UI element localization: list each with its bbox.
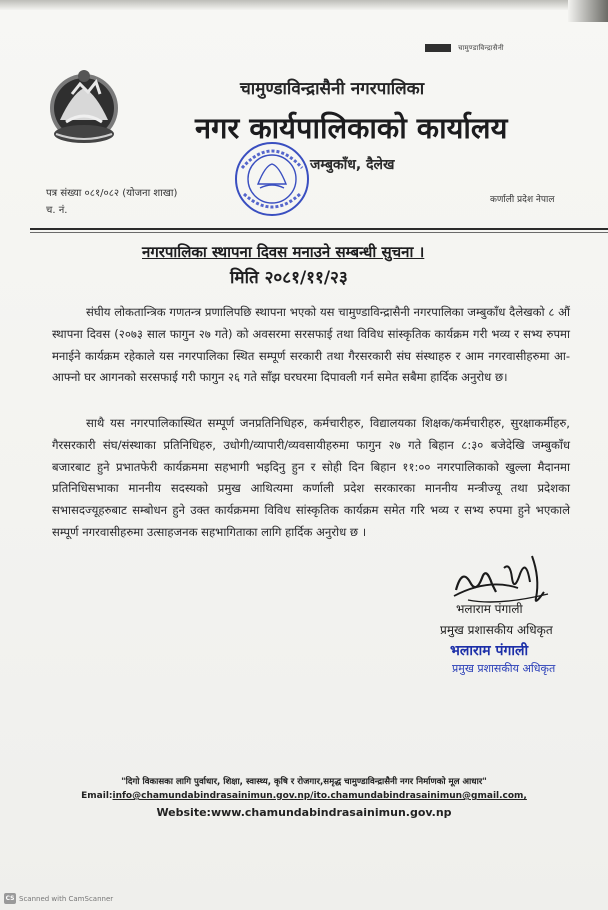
stamp-signatory-name: भलाराम पंगाली: [450, 643, 529, 659]
municipality-name: चामुण्डाविन्द्रासैनी नगरपालिका: [240, 79, 425, 99]
office-name: नगर कार्यपालिकाको कार्यालय: [195, 111, 508, 145]
footer-website[interactable]: Website:www.chamundabindrasainimun.gov.np: [156, 806, 452, 819]
province-label: कर्णाली प्रदेश नेपाल: [490, 195, 555, 205]
scanner-watermark: [4, 893, 113, 904]
scanner-text: Scanned with CamScanner: [19, 894, 114, 903]
notice-paragraph-1: संघीय लोकतान्त्रिक गणतन्त्र प्रणालिपछि स्थापना भएको यस चामुण्डाविन्द्रासैनी नगरपालिका जम्बुकाँध दैलेखको ८ औं स्थापना दिवस (२०७३ साल फागुन २७ गते) को अवसरमा सरसफाई तथा विविध सांस्कृतिक कार्यक्रम गरी भव्य र सभ्य रुपमा मनाईने कार्यक्रम रहेकाले यस नगरपालिका स्थित सम्पूर्ण सरकारी तथा गैरसरकारी संघ संस्थाहरु र आम नगरवासीहरुमा आ-आफ्नो घर आगनको सरसफाई गरी फागुन २६ गते साँझ घरघरमा दिपावली गर्न समेत सबैमा हार्दिक अनुरोध छ।: [52, 305, 570, 385]
footer-email: [0, 791, 608, 801]
header-divider: [30, 228, 608, 230]
footer-email-link[interactable]: info@chamundabindrasainimun.gov.np/ito.chamundabindrasainimun@gmail.com,: [112, 791, 527, 801]
nepal-emblem-logo: [42, 64, 126, 150]
scan-shadow-top: [0, 0, 608, 10]
scan-shadow-right: [568, 0, 608, 22]
footer-motto: "दिगो विकासका लागि पुर्वाधार, शिक्षा, स्वास्थ्य, कृषि र रोजगार,समृद्ध चामुण्डाविन्द्रासैनी नगर निर्माणको मूल आधार": [121, 777, 487, 787]
signatory-name: भलाराम पंगाली: [456, 602, 523, 616]
footer-email-label: Email:: [81, 791, 113, 801]
stamp-signatory-title: प्रमुख प्रशासकीय अधिकृत: [452, 662, 556, 675]
signatory-title: प्रमुख प्रशासकीय अधिकृत: [440, 623, 553, 637]
camscanner-icon: CS: [5, 895, 15, 902]
notice-paragraph-2: साथै यस नगरपालिकास्थित सम्पूर्ण जनप्रतिनिधिहरु, कर्मचारीहरु, विद्यालयका शिक्षक/कर्मचारीहरु, सुरक्षाकर्मीहरु, गैरसरकारी संघ/संस्थाका प्रतिनिधिहरु, उधोगी/व्यापारी/व्यवसायीहरुमा फागुन २७ गते बिहान ८:३० बजेदेखि जम्बुकाँध बजारबाट हुने प्रभातफेरी कार्यक्रममा सहभागी भइदिनु हुन र सोही दिन बिहान ११:०० नगरपालिकाको खुल्ला मैदानमा प्रतिनिधिसभाका माननीय सदस्यको प्रमुख आथित्यमा कर्णाली प्रदेश सरकारका माननीय मन्त्रीज्यू तथा प्रदेशका सभासदज्यूहरुबाट सम्बोधन हुने उक्त कार्यक्रममा विविध सांस्कृतिक कार्यक्रम समेत गरि भव्य र सभ्य रुपमा हुने भएकाले सम्पूर्ण नगरवासीहरुमा उत्साहजनक सहभागिताका लागि हार्दिक अनुरोध छ ।: [52, 416, 570, 539]
office-seal-stamp: [232, 138, 312, 220]
dispatch-number: च. नं.: [46, 205, 68, 216]
office-address: जम्बुकाँध, दैलेख: [310, 157, 395, 173]
top-small-text: चामुण्डाविन्द्रासैनी: [458, 44, 504, 52]
notice-date: मिति २०८१/११/२३: [230, 268, 348, 288]
header-divider-thin: [30, 232, 608, 233]
notice-subject: नगरपालिका स्थापना दिवस मनाउने सम्बन्धी सुचना ।: [142, 243, 425, 261]
reference-number: पत्र संख्या ०८१/०८२ (योजना शाखा): [46, 188, 178, 199]
top-ink-mark: [425, 44, 451, 52]
